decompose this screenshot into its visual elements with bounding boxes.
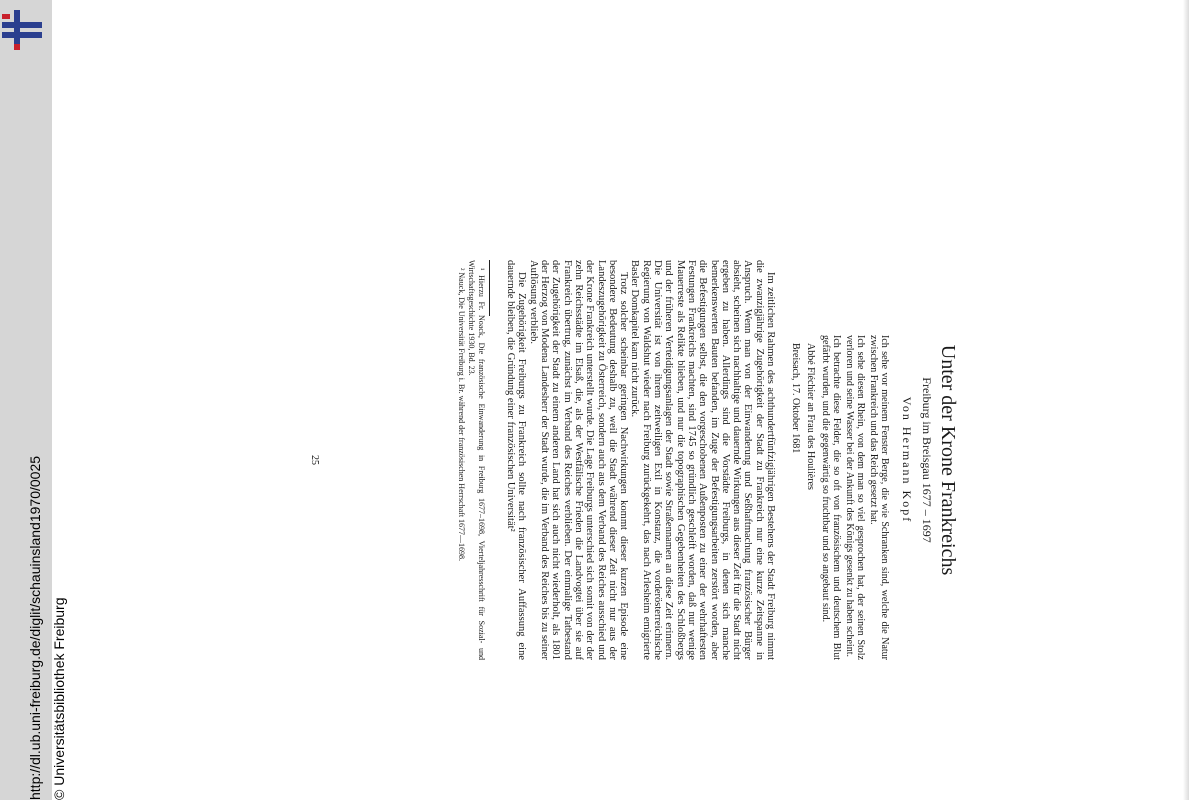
body-paragraph: Die Zugehörigkeit Freiburgs zu Frankreich sollte nach französischer Auffassung eine dauernde bleiben, die Gründung einer französischen Universität²: [505, 260, 528, 660]
sidebar-caption: [26, 456, 74, 800]
footnote: ² Nauck, Die Universität Freiburg i. Br. während der französischen Herrschaft 1677—1698.: [456, 268, 466, 562]
motto-source: Abbé Fléchier an Frau des Houlières: [805, 343, 816, 490]
footnote: ¹ Hierzu Fr. Noack, Die französische Einwanderung in Freiburg 1677–1698, Vierteljahresschrift für Sozial- und Wirtschaftsgeschichte 1930, Bd. 23.: [467, 260, 486, 660]
article-author: Von Hermann Kopf: [900, 396, 914, 524]
article-subtitle: Freiburg im Breisgau 1677 – 1697: [920, 377, 934, 543]
body-paragraph: Im zeitlichen Rahmen des achthundertfünfzigjährigen Bestehens der Stadt Freiburg nimmt die zwanzigjährige Zugehörigkeit der Stadt zu Frankreich nur eine kurze Zeitspanne in Anspruch. Wenn man von der Einwanderung und Seßhaftmachung französischer Bürger absieht, scheinen sich nachhaltige und dauernde Wirkungen aus dieser Zeit für die Stadt nicht ergeben zu haben. Allerdings sind die Vorstädte Freiburgs, in denen sich manche bemerkenswerten Bauten befanden, im Zuge der Befestigungsarbeiten zerstört worden, aber die Befestigungen selbst, die den vorgeschobenen Außenposten zu einer der wehrhaftesten Festungen Frankreichs machten, sind 1745 so gründlich geschleift worden, daß nur wenige Mauerreste als Relikte blieben, und nur die topographischen Gegebenheiten des Schloßbergs und der früheren Verteidigungsanlagen der Stadt sowie Straßennamen an diese Zeit erinnern. Die Universität ist von ihrem zeitweiligen Exil in Konstanz, die vorderösterreichische Regierung von Waldshut wieder nach Freiburg zurückgekehrt, das nach Arlesheim emigrierte Basler Domkapitel kam nicht zurück.: [629, 260, 776, 660]
footnote-divider: [489, 260, 490, 316]
motto: [790, 335, 890, 660]
source-url[interactable]: http://dl.ub.uni-freiburg.de/diglit/schauinsland1970/0025: [27, 455, 43, 800]
article-title: Unter der Krone Frankreichs: [937, 344, 959, 576]
motto-place-date: Breisach, 17. Oktober 1681: [790, 343, 801, 454]
page-number: 25: [309, 455, 320, 465]
library-logo-icon[interactable]: [0, 8, 48, 52]
page-edge: [1183, 0, 1189, 800]
motto-paragraph: Ich sehe diesen Rhein, von dem man so viel gesprochen hat, der seinen Stolz verloren und seine Wasser bei der Ankunft des Königs gesenkt zu haben scheint.: [844, 335, 866, 660]
footnotes: [455, 260, 486, 660]
scanned-page: [280, 260, 960, 660]
viewer-sidebar: [0, 0, 67, 800]
motto-paragraph: Ich sehe vor meinem Fenster Berge, die wie Schranken sind, welche die Natur zwischen Frankreich und das Reich gesetzt hat.: [868, 335, 890, 660]
body-paragraph: Trotz solcher scheinbar geringen Nachwirkungen kommt dieser kurzen Episode eine besondere Bedeutung deshalb zu, weil die Stadt während dieser Zeit nicht nur aus der Landeszugehörigkeit zu Österreich, sondern auch aus dem Verband des Reiches ausschied und der Krone Frankreich unterstellt wurde. Die Lage Freiburgs unterschied sich somit von der der zehn Reichsstädte im Elsaß, die, als der Westfälische Frieden die Landvogtei über sie auf Frankreich übertrug, zunächst im Verband des Reiches verblieben. Der einmalige Tatbestand der Zugehörigkeit der Stadt zu einem anderen Land hat sich auch nicht wiederholt, als 1801 der Herzog von Modena Landesherr der Stadt wurde, die im Verband des Reiches bis zu seiner Auflösung verblieb.: [527, 260, 630, 660]
motto-paragraph: Ich betrachte diese Felder, die so oft von französischem und deutschem Blut gefärbt wurden, und die gegenwärtig so fruchtbar und so angebaut sind.: [820, 335, 842, 660]
body-text: [505, 260, 776, 660]
copyright-notice: © Universitätsbibliothek Freiburg: [51, 597, 67, 800]
